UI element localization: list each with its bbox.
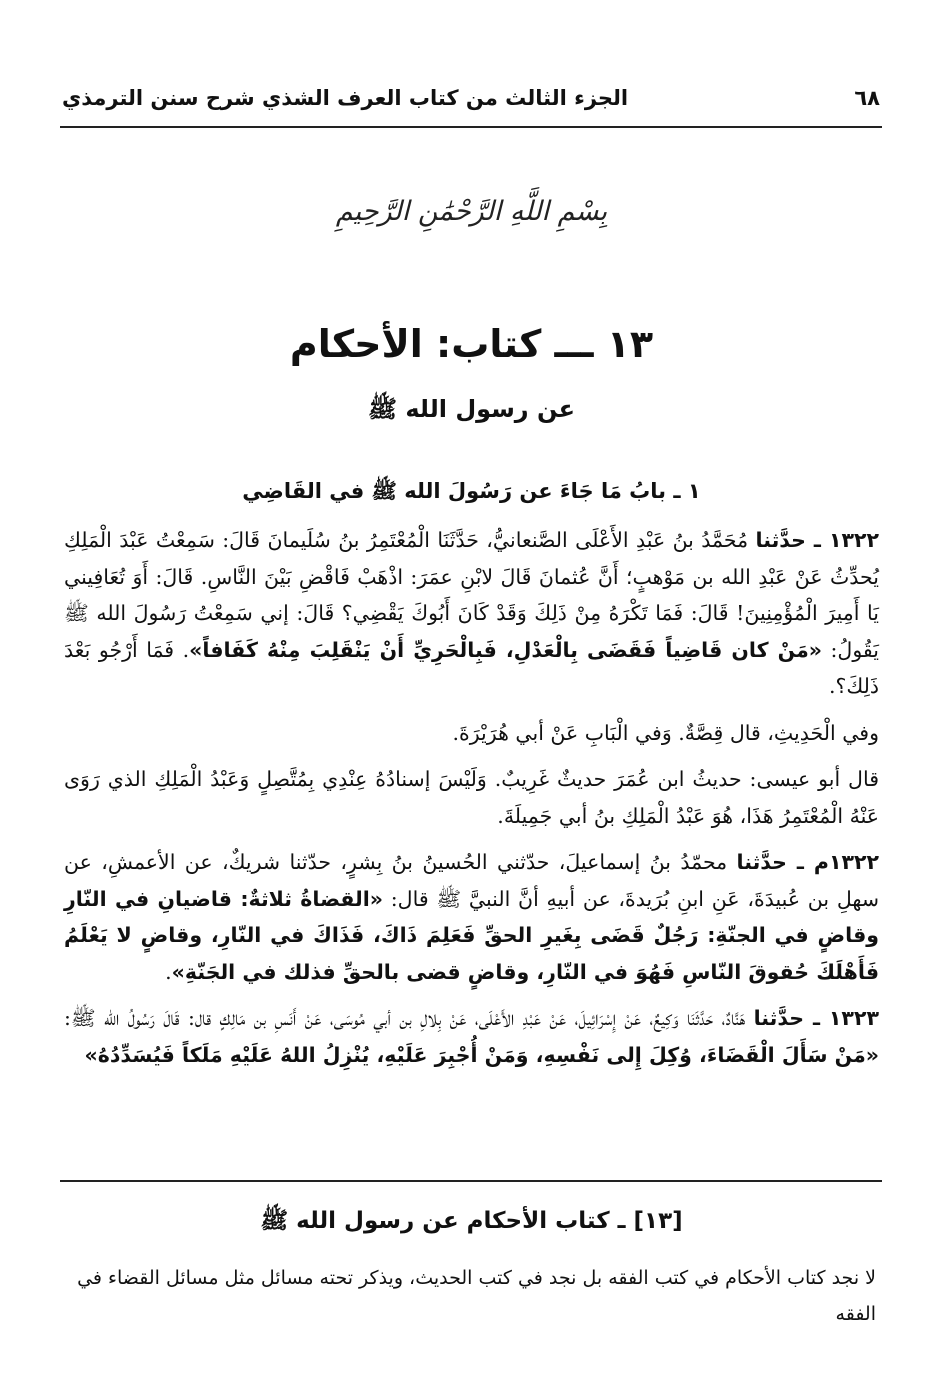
hadith-quote: «مَنْ كان قَاضِياً فَقَضَى بِالْعَدْلِ، فَبِالْحَرِيِّ أَنْ يَنْقَلِبَ مِنْهُ كَفَافاً» — [189, 637, 823, 662]
footnote-divider — [60, 1180, 882, 1182]
hadith-isnad: هَنَّادٌ، حَدَّثَنَا وَكِيعٌ، عَنْ إِسْرَائِيلَ، عَنْ عَبْدِ الأَعْلَى، عَنْ بِلالِ بن أبي مُوسَى، عَنْ أَنَسِ بن مَالِكٍ قال: قَالَ رَسُولُ الله ﷺ: — [64, 1006, 754, 1030]
hadith-quote: «مَنْ سَأَلَ الْقَضَاءَ، وُكِلَ إِلى نَفْسِهِ، وَمَنْ أُجْبِرَ عَلَيْهِ، يُنْزِلُ اللهُ عَلَيْهِ مَلَكاً فَيُسَدِّدُهُ» — [84, 1042, 879, 1067]
story-paragraph: وفي الْحَدِيثِ، قال قِصَّةٌ. وَفي الْبَابِ عَنْ أبي هُرَيْرَةَ. — [452, 720, 879, 745]
main-text — [64, 522, 879, 1083]
page-number: ٦٨ — [854, 86, 880, 110]
header-divider — [60, 126, 882, 128]
running-title: الجزء الثالث من كتاب العرف الشذي شرح سنن الترمذي — [62, 86, 629, 110]
hadith-lead: ١٣٢٣ ـ حدَّثنا — [753, 1006, 879, 1030]
hadith-quote: «القضاةُ ثلاثةٌ: قاضيانِ في النّارِ وقاضٍ في الجنّةِ: رَجُلٌ قَضَى بِغَيرِ الحقِّ فَعَلِمَ ذَاكَ، فَذَاكَ في النّارِ، وقاضٍ لا يَعْلَمُ فَأَهْلَكَ حُقوقَ النّاسِ فَهُوَ في النّارِ، وقاضٍ قضى بالحقِّ فذلك في الجَنّةِ» — [64, 886, 879, 984]
abu-isa-paragraph: قال أبو عيسى: حديثُ ابن عُمَرَ حديثٌ غَرِيبٌ. وَلَيْسَ إسنادُهُ عِنْدِي بِمُتَّصِلٍ وَعَبْدُ الْمَلِكِ الذي رَوَى عَنْهُ الْمُعْتَمِرُ هَذَا، هُوَ عَبْدُ الْمَلِكِ بنُ أبي جَمِيلَةَ. — [64, 767, 879, 828]
hadith-tail: . فَمَا أَرْجُو بَعْدَ ذَلِكَ؟. — [64, 637, 879, 698]
hadith-tail: . — [165, 959, 172, 984]
basmala-calligraphy: بِسْمِ اللَّهِ الرَّحْمَٰنِ الرَّحِيمِ — [335, 196, 608, 227]
hadith-1323 — [64, 1000, 879, 1073]
hadith-isnad: محمّدُ بنُ إسماعيلَ، حدّثني الحُسينُ بنُ بِشرٍ، حدّثنا شريكٌ، عن الأعمشِ، عن سهلِ بن عُبيدَةَ، عَنِ ابنِ بُرَيدةَ، عن أبيهِ أنَّ النبيَّ ﷺ قال: — [64, 850, 880, 911]
chapter-title: ١ ـ بابُ مَا جَاءَ عن رَسُولَ الله ﷺ في القَاضِي — [242, 479, 701, 503]
hadith-isnad: مُحَمَّدُ بنُ عَبْدِ الأَعْلَى الصَّنعانيُّ، حَدَّثَنَا الْمُعْتَمِرُ بنُ سُلَيمانَ قَالَ: سَمِعْتُ عَبْدَ الْمَلِكِ يُحدِّثُ عَنْ عَبْدِ الله بن مَوْهبٍ؛ أَنَّ عُثمانَ قَالَ لابْنِ عمَرَ: اذْهَبْ فَاقْضِ بَيْنَ النَّاسِ. قَالَ: أَوَ تُعَافِيني يَا أَمِيرَ الْمُؤْمِنِينَ! قَالَ: فَمَا تَكْرَهُ مِنْ ذَلِكَ وَقَدْ كَانَ أَبُوكَ يَقْضِي؟ قَالَ: إني سَمِعْتُ رَسُولَ الله ﷺ يَقُولُ: — [64, 528, 879, 662]
commentary-body: لا نجد كتاب الأحكام في كتب الفقه بل نجد في كتب الحديث، ويذكر تحته مسائل مثل مسائل القضاء في الفقه — [77, 1267, 876, 1325]
hadith-lead: ١٣٢٢م ـ حدَّثنا — [736, 850, 879, 874]
running-header — [62, 78, 880, 118]
book-subtitle: عن رسول الله ﷺ — [368, 395, 575, 423]
hadith-lead: ١٣٢٢ ـ حدَّثنا — [755, 528, 879, 552]
hadith-1322 — [64, 522, 879, 705]
hadith-1322m — [64, 844, 879, 990]
commentary-heading: [١٣] ـ كتاب الأحكام عن رسول الله ﷺ — [260, 1208, 683, 1234]
book-title: ١٣ ـــ كتاب: الأحكام — [289, 322, 654, 366]
